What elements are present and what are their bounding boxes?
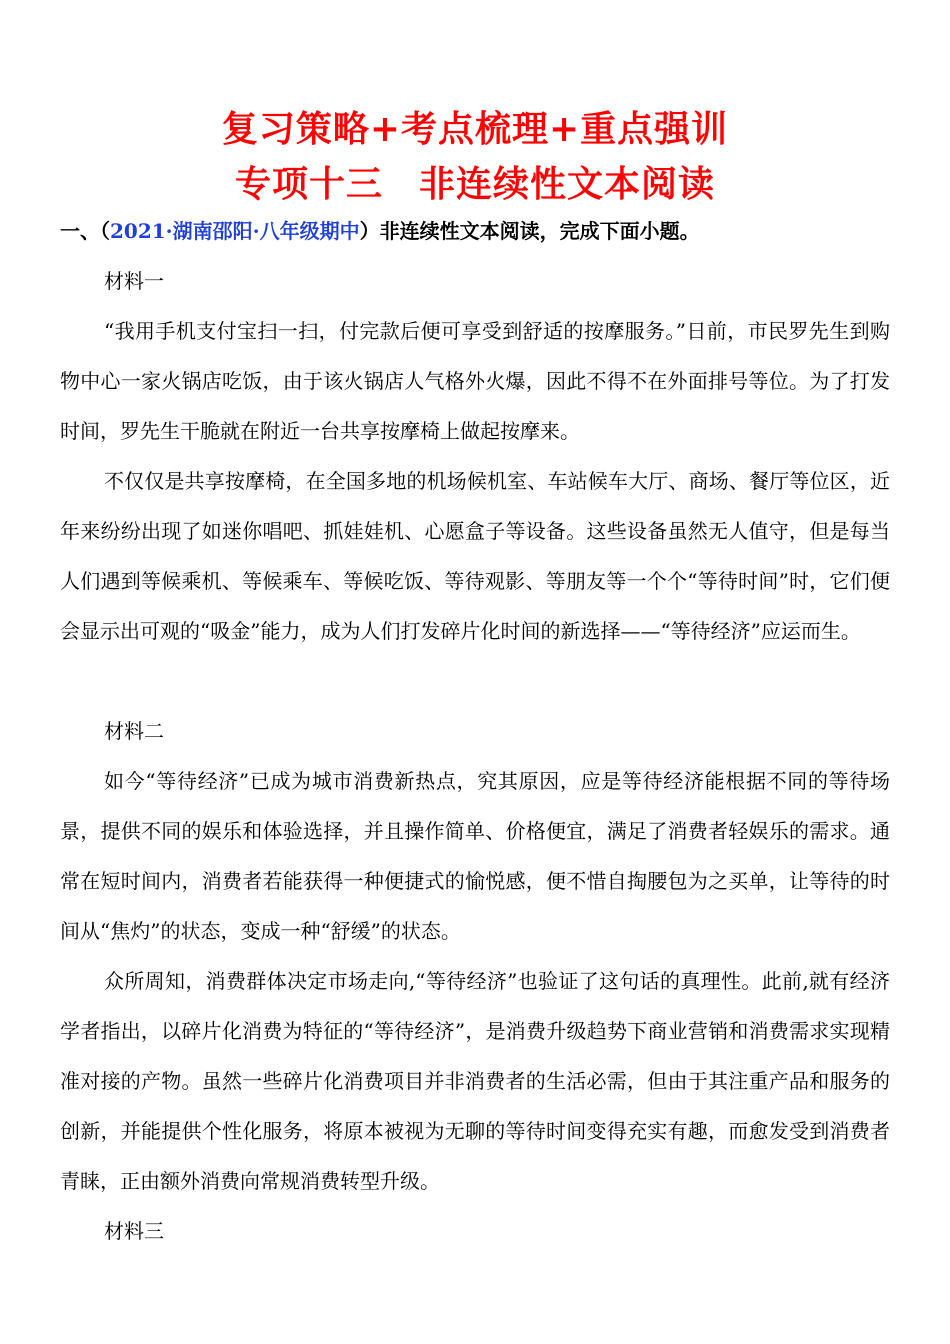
sub-title-part1: 专项十三: [234, 163, 383, 205]
sub-title-part2: 非连续性文本阅读: [419, 163, 716, 205]
sub-title: [0, 160, 950, 208]
material1-paragraph-2: 不仅仅是共享按摩椅，在全国多地的机场候机室、车站候车大厅、商场、餐厅等位区，近年来纷纷出现了如迷你唱吧、抓娃娃机、心愿盒子等设备。这些设备虽然无人值守，但是每当人们遇到等候乘机、等候乘车、等候吃饭、等待观影、等朋友等一个个“等待时间”时，它们便会显示出可观的“吸金”能力，成为人们打发碎片化时间的新选择——“等待经济”应运而生。: [60, 469, 890, 643]
material1-paragraph-1: “我用手机支付宝扫一扫，付完款后便可享受到舒适的按摩服务。”日前，市民罗先生到购物中心一家火锅店吃饭，由于该火锅店人气格外火爆，因此不得不在外面排号等位。为了打发时间，罗先生干脆就在附近一台共享按摩椅上做起按摩来。: [60, 319, 890, 443]
main-title-text: 复习策略+考点梳理+重点强训: [221, 108, 729, 150]
main-title: [0, 105, 950, 153]
question-source: 2021·湖南邵阳·八年级期中: [110, 219, 360, 243]
material2-paragraph-2: 众所周知，消费群体决定市场走向,“等待经济”也验证了这句话的真理性。此前,就有经济学者指出，以碎片化消费为特征的“等待经济”，是消费升级趋势下商业营销和消费需求实现精准对接的产物。虽然一些碎片化消费项目并非消费者的生活必需，但由于其注重产品和服务的创新，并能提供个性化服务，将原本被视为无聊的等待时间变得充实有趣，而愈发受到消费者青睐，正由额外消费向常规消费转型升级。: [60, 969, 890, 1193]
material1-heading: 材料一: [104, 269, 164, 293]
question-suffix: ）非连续性文本阅读，完成下面小题。: [359, 219, 700, 243]
question-stem: [60, 213, 900, 249]
material2-paragraph-1: 如今“等待经济”已成为城市消费新热点，究其原因，应是等待经济能根据不同的等待场景，提供不同的娱乐和体验选择，并且操作简单、价格便宜，满足了消费者轻娱乐的需求。通常在短时间内，消费者若能获得一种便捷式的愉悦感，便不惜自掏腰包为之买单，让等待的时间从“焦灼”的状态，变成一种“舒缓”的状态。: [60, 769, 890, 943]
material2-heading: 材料二: [104, 719, 164, 743]
material3-heading: 材料三: [104, 1219, 164, 1243]
question-prefix: 一、（: [60, 219, 110, 243]
